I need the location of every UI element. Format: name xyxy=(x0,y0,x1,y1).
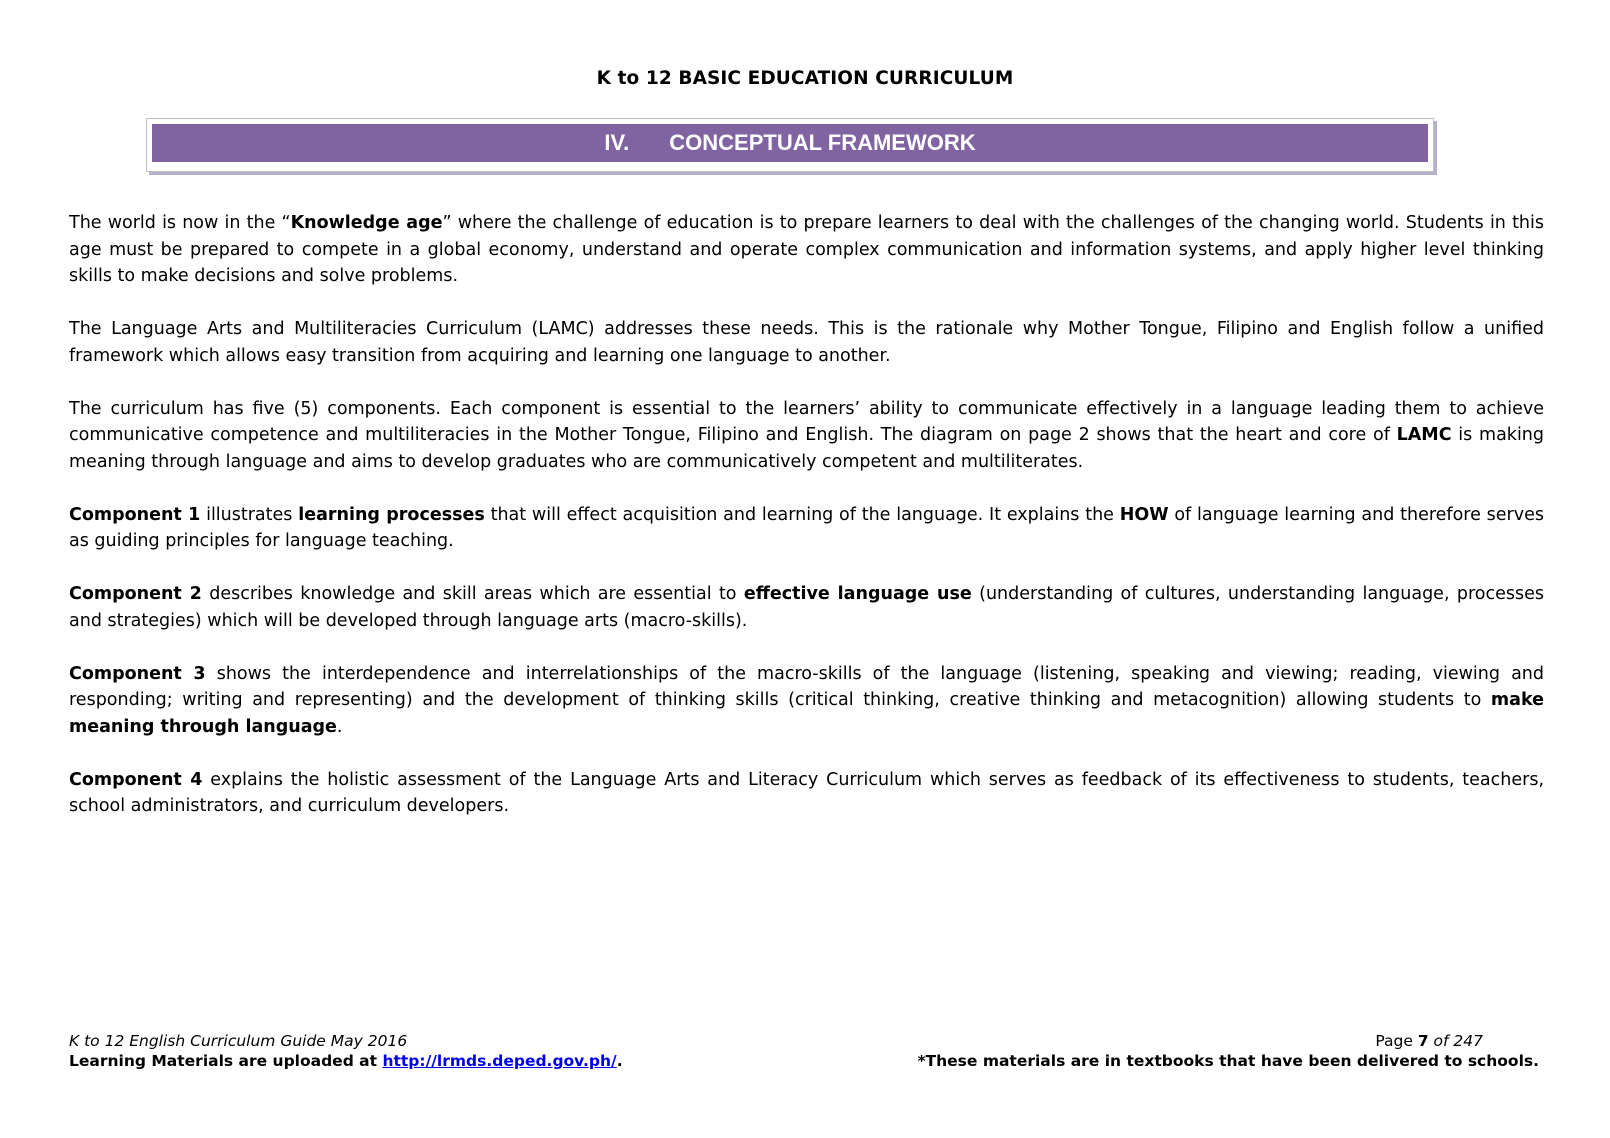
upload-prefix: Learning Materials are uploaded at xyxy=(69,1052,383,1070)
bold-text: learning processes xyxy=(298,504,485,525)
paragraph-component-2 xyxy=(69,581,1544,634)
bold-text: make meaning through language xyxy=(69,690,1544,737)
text-run: The world is now in the “ xyxy=(69,213,291,233)
text-run: ” where the challenge of education is to prepare learners to deal with the challenges of the changing world. Students in this age must be prepared to compete in a global economy, understand and operate complex communication and information systems, and apply higher level thinking skills to make decisions and solve problems. xyxy=(69,213,1544,286)
paragraph-components xyxy=(69,396,1544,476)
footer-upload-note xyxy=(69,1052,623,1070)
bold-text: HOW xyxy=(1119,504,1169,525)
footer-page-indicator xyxy=(1375,1032,1483,1050)
text-run: shows the interdependence and interrelationships of the macro-skills of the language (listening, speaking and viewing; reading, viewing and responding; writing and representing) and the development of thinking skills (critical thinking, creative thinking and metacognition) allowing students to xyxy=(69,663,1544,710)
upload-suffix: . xyxy=(616,1052,623,1070)
text-run: The curriculum has five (5) components. Each component is essential to the learners’ ability to communicate effectively in a language leading them to achieve communicative competence and multiliteracies in the Mother Tongue, Filipino and English. The diagram on page 2 shows that the heart and core of xyxy=(69,398,1544,445)
bold-text: effective language use xyxy=(743,584,972,604)
lrmds-link[interactable]: http://lrmds.deped.gov.ph/ xyxy=(382,1052,617,1070)
paragraph-component-4 xyxy=(69,767,1544,820)
section-number: IV. xyxy=(604,130,630,155)
text-run: is making meaning through language and aims to develop graduates who are communicatively competent and multiliterates. xyxy=(69,425,1544,472)
component-label: Component 3 xyxy=(69,663,206,684)
page-total: of 247 xyxy=(1428,1032,1483,1050)
text-run: illustrates xyxy=(200,504,299,525)
section-title: CONCEPTUAL FRAMEWORK xyxy=(669,130,976,155)
paragraph-knowledge-age xyxy=(69,210,1544,290)
page-prefix: Page xyxy=(1375,1032,1418,1050)
component-label: Component 4 xyxy=(69,769,203,790)
text-run: describes knowledge and skill areas which are essential to xyxy=(201,584,744,604)
page-title: K to 12 BASIC EDUCATION CURRICULUM xyxy=(596,68,1014,89)
text-run: (understanding of cultures, understanding language, processes and strategies) which will be developed through language arts (macro-skills). xyxy=(69,584,1544,631)
bold-text: Knowledge age xyxy=(290,213,443,233)
text-run: The Language Arts and Multiliteracies Curriculum (LAMC) addresses these needs. This is the rationale why Mother Tongue, Filipino and English follow a unified framework which allows easy transition from acquiring and learning one language to another. xyxy=(69,319,1544,366)
paragraph-lamc xyxy=(69,316,1544,369)
section-banner xyxy=(152,124,1428,162)
text-run: explains the holistic assessment of the Language Arts and Literacy Curriculum which serves as feedback of its effectiveness to students, teachers, school administrators, and curriculum developers. xyxy=(69,769,1545,816)
bold-text: LAMC xyxy=(1396,425,1452,445)
paragraph-component-3 xyxy=(69,661,1544,741)
footer-guide: K to 12 English Curriculum Guide May 2016 xyxy=(69,1032,408,1050)
text-run: of language learning and therefore serves as guiding principles for language teaching. xyxy=(69,504,1544,551)
section-banner-frame xyxy=(146,118,1434,172)
component-label: Component 1 xyxy=(69,504,201,525)
paragraph-component-1 xyxy=(69,502,1544,555)
text-run: that will effect acquisition and learning of the language. It explains the xyxy=(484,504,1120,525)
body-text xyxy=(69,210,1544,846)
footer-textbook-note: *These materials are in textbooks that have been delivered to schools. xyxy=(917,1052,1539,1070)
page-number: 7 xyxy=(1417,1032,1429,1050)
text-run: . xyxy=(336,716,343,737)
component-label: Component 2 xyxy=(69,584,202,604)
